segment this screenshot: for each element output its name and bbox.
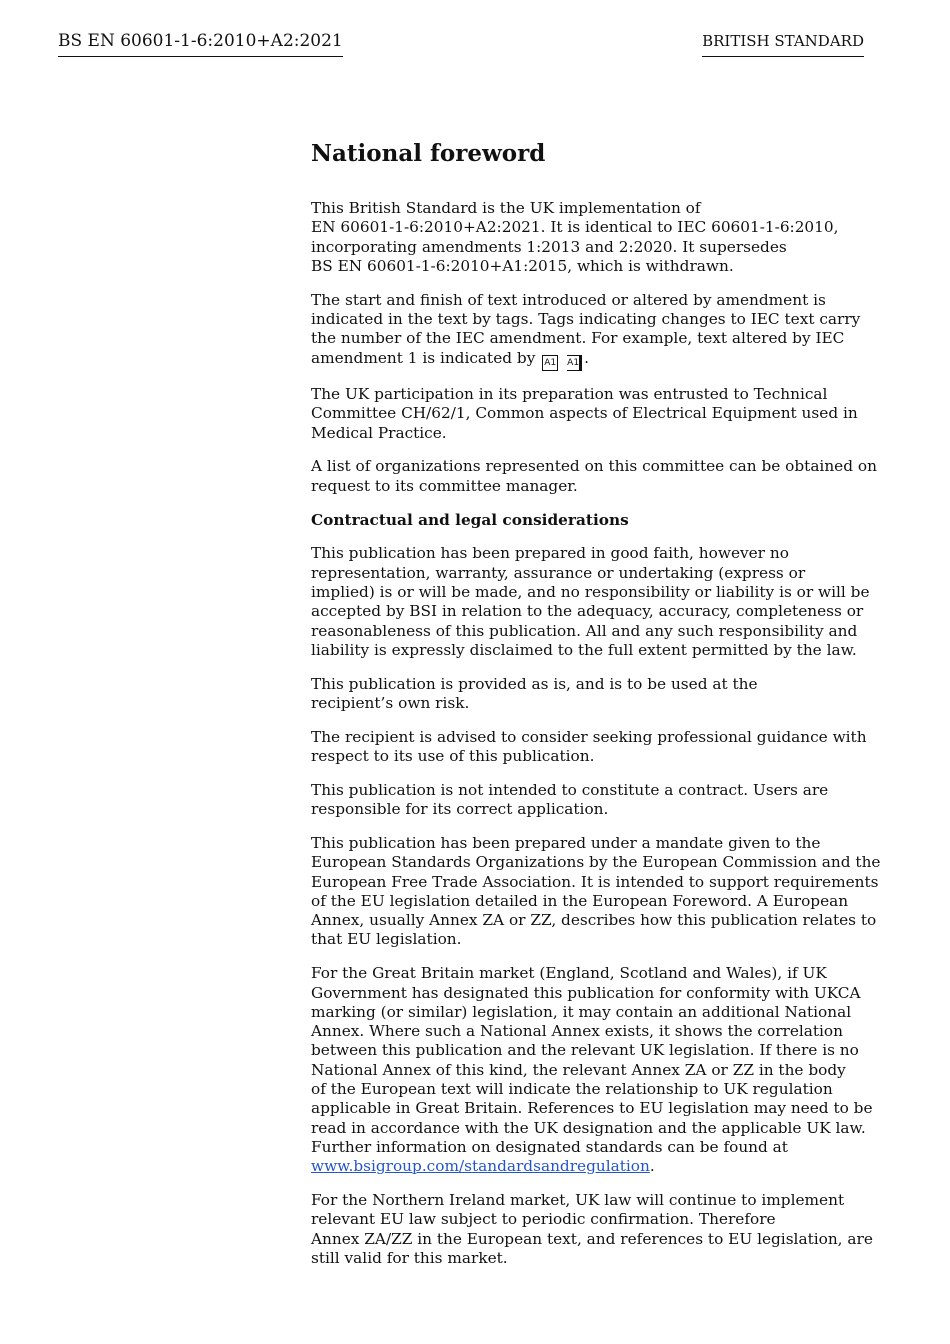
text-line: incorporating amendments 1:2013 and 2:2020. It supersedes — [311, 237, 787, 256]
paragraph-northern-ireland — [311, 1191, 871, 1268]
amendment-start-tag-icon: A1 — [542, 355, 558, 371]
paragraph-guidance — [311, 728, 871, 767]
text-line: For the Great Britain market (England, Scotland and Wales), if UK — [311, 964, 827, 983]
period: . — [649, 1157, 655, 1176]
text-line: respect to its use of this publication. — [311, 747, 595, 766]
header-category: BRITISH STANDARD — [702, 32, 864, 57]
text-line: European Standards Organizations by the European Commission and the — [311, 853, 881, 872]
paragraph-good-faith — [311, 544, 871, 660]
text-line: This British Standard is the UK implementation of — [311, 199, 701, 217]
paragraph-mandate — [311, 833, 881, 950]
text-line: National Annex of this kind, the relevant Annex ZA or ZZ in the body — [311, 1060, 846, 1079]
text-line: accepted by BSI in relation to the adequacy, accuracy, completeness or — [311, 602, 864, 621]
text-line: the number of the IEC amendment. For example, text altered by IEC — [311, 329, 845, 348]
text-line: Committee CH/62/1, Common aspects of Electrical Equipment used in — [311, 404, 858, 423]
text-line: The UK participation in its preparation was entrusted to Technical — [311, 385, 828, 404]
tag-example-text: amendment 1 is indicated by — [311, 348, 536, 367]
text-line: representation, warranty, assurance or undertaking (express or — [311, 563, 806, 582]
text-line: For the Northern Ireland market, UK law will continue to implement — [311, 1190, 845, 1209]
text-line: applicable in Great Britain. References to EU legislation may need to be — [311, 1099, 873, 1118]
text-line: The recipient is advised to consider seeking professional guidance with — [311, 727, 867, 746]
page-title: National foreword — [311, 140, 546, 167]
text-line: liability is expressly disclaimed to the full extent permitted by the law. — [311, 640, 857, 659]
text-line: Annex ZA/ZZ in the European text, and references to EU legislation, are — [311, 1229, 873, 1248]
text-line: Government has designated this publication for conformity with UKCA — [311, 983, 861, 1002]
text-line: This publication is not intended to constitute a contract. Users are — [311, 780, 829, 799]
text-line: This publication has been prepared in good faith, however no — [311, 544, 789, 563]
text-line: This publication has been prepared under a mandate given to the — [311, 833, 821, 852]
text-line: Medical Practice. — [311, 423, 447, 442]
text-line: that EU legislation. — [311, 930, 462, 949]
paragraph-organizations — [311, 457, 877, 496]
text-line: still valid for this market. — [311, 1248, 508, 1267]
paragraph-not-contract — [311, 781, 871, 820]
text-line: recipient’s own risk. — [311, 693, 470, 712]
bsi-standards-link[interactable]: www.bsigroup.com/standardsandregulation — [311, 1157, 650, 1176]
text-line: EN 60601-1-6:2010+A2:2021. It is identical to IEC 60601-1-6:2010, — [311, 218, 839, 237]
section-heading-contractual: Contractual and legal considerations — [311, 510, 629, 529]
text-line: A list of organizations represented on this committee can be obtained on — [311, 457, 877, 476]
text-line: between this publication and the relevant UK legislation. If there is no — [311, 1041, 859, 1060]
text-line: Further information on designated standards can be found at — [311, 1137, 788, 1156]
text-line: European Free Trade Association. It is intended to support requirements — [311, 872, 879, 891]
paragraph-committee — [311, 385, 871, 443]
header-document-id: BS EN 60601-1-6:2010+A2:2021 — [58, 31, 343, 57]
text-line: reasonableness of this publication. All and any such responsibility and — [311, 621, 858, 640]
paragraph-amendment-tags — [311, 291, 871, 371]
text-line: BS EN 60601-1-6:2010+A1:2015, which is withdrawn. — [311, 256, 734, 275]
amendment-end-tag-icon: A1 — [567, 355, 582, 371]
paragraph-implementation — [311, 199, 871, 276]
text-line: implied) is or will be made, and no responsibility or liability is or will be — [311, 582, 870, 601]
period: . — [584, 348, 589, 367]
paragraph-great-britain — [311, 964, 871, 1176]
text-line: of the European text will indicate the relationship to UK regulation — [311, 1079, 833, 1098]
text-line: indicated in the text by tags. Tags indicating changes to IEC text carry — [311, 309, 861, 328]
foreword-body — [311, 139, 881, 1283]
text-line: The start and finish of text introduced or altered by amendment is — [311, 290, 826, 309]
text-line: of the EU legislation detailed in the European Foreword. A European — [311, 891, 849, 910]
text-line: marking (or similar) legislation, it may contain an additional National — [311, 1002, 852, 1021]
paragraph-own-risk — [311, 675, 871, 714]
text-line: This publication is provided as is, and is to be used at the — [311, 674, 758, 693]
text-line: read in accordance with the UK designation and the applicable UK law. — [311, 1118, 866, 1137]
text-line: Annex. Where such a National Annex exists, it shows the correlation — [311, 1022, 843, 1041]
text-line: request to its committee manager. — [311, 476, 578, 495]
text-line: responsible for its correct application. — [311, 800, 609, 819]
text-line: relevant EU law subject to periodic confirmation. Therefore — [311, 1210, 776, 1229]
text-line: Annex, usually Annex ZA or ZZ, describes how this publication relates to — [311, 911, 877, 930]
